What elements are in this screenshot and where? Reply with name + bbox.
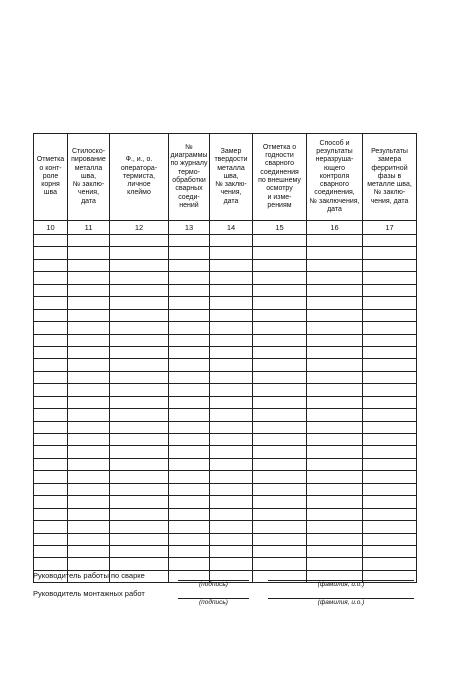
- table-cell[interactable]: [169, 359, 210, 371]
- table-cell[interactable]: [307, 446, 363, 458]
- table-row: [34, 545, 417, 557]
- table-cell[interactable]: [363, 297, 417, 309]
- table-row: [34, 235, 417, 247]
- table-cell[interactable]: [253, 483, 307, 495]
- table-cell[interactable]: [110, 384, 169, 396]
- table-row: [34, 483, 417, 495]
- table-cell[interactable]: [34, 259, 68, 271]
- table-cell[interactable]: [110, 446, 169, 458]
- table-cell[interactable]: [363, 371, 417, 383]
- table-cell[interactable]: [210, 346, 253, 358]
- table-row: [34, 384, 417, 396]
- table-cell[interactable]: [253, 309, 307, 321]
- table-cell[interactable]: [210, 297, 253, 309]
- table-cell[interactable]: [363, 409, 417, 421]
- table-cell[interactable]: [169, 434, 210, 446]
- table-cell[interactable]: [210, 471, 253, 483]
- table-cell[interactable]: [34, 483, 68, 495]
- table-cell[interactable]: [307, 496, 363, 508]
- table-row: [34, 272, 417, 284]
- table-cell[interactable]: [363, 446, 417, 458]
- table-cell[interactable]: [253, 434, 307, 446]
- table-cell[interactable]: [169, 396, 210, 408]
- table-cell[interactable]: [68, 471, 110, 483]
- table-cell[interactable]: [68, 409, 110, 421]
- signature-role-welding: Руководитель работы по сварке: [33, 571, 145, 580]
- table-row: [34, 471, 417, 483]
- table-cell[interactable]: [363, 359, 417, 371]
- table-cell[interactable]: [363, 471, 417, 483]
- table-cell[interactable]: [210, 533, 253, 545]
- table-cell[interactable]: [253, 272, 307, 284]
- table-cell[interactable]: [307, 259, 363, 271]
- table-cell[interactable]: [307, 421, 363, 433]
- table-cell[interactable]: [34, 309, 68, 321]
- table-cell[interactable]: [169, 508, 210, 520]
- signature-role-installation: Руководитель монтажных работ: [33, 589, 145, 598]
- table-cell[interactable]: [253, 371, 307, 383]
- table-cell[interactable]: [34, 297, 68, 309]
- table-cell[interactable]: [68, 322, 110, 334]
- table-cell[interactable]: [34, 409, 68, 421]
- table-cell[interactable]: [363, 309, 417, 321]
- table-cell[interactable]: [307, 371, 363, 383]
- table-cell[interactable]: [110, 322, 169, 334]
- table-cell[interactable]: [363, 508, 417, 520]
- table-cell[interactable]: [363, 334, 417, 346]
- table-cell[interactable]: [34, 235, 68, 247]
- table-cell[interactable]: [34, 446, 68, 458]
- table-cell[interactable]: [110, 521, 169, 533]
- table-row: [34, 297, 417, 309]
- table-cell[interactable]: [169, 521, 210, 533]
- table-cell[interactable]: [68, 334, 110, 346]
- table-cell[interactable]: [210, 259, 253, 271]
- table-cell[interactable]: [307, 346, 363, 358]
- table-cell[interactable]: [68, 421, 110, 433]
- table-cell[interactable]: [34, 247, 68, 259]
- table-cell[interactable]: [34, 334, 68, 346]
- table-cell[interactable]: [210, 409, 253, 421]
- table-cell[interactable]: [68, 545, 110, 557]
- table-cell[interactable]: [363, 558, 417, 570]
- table-row: [34, 558, 417, 570]
- table-cell[interactable]: [253, 235, 307, 247]
- table-cell[interactable]: [210, 421, 253, 433]
- table-cell[interactable]: [169, 284, 210, 296]
- table-cell[interactable]: [210, 284, 253, 296]
- table-cell[interactable]: [210, 558, 253, 570]
- table-cell[interactable]: [169, 446, 210, 458]
- table-cell[interactable]: [68, 483, 110, 495]
- table-cell[interactable]: [34, 346, 68, 358]
- column-number: 17: [363, 221, 417, 235]
- table-cell[interactable]: [253, 471, 307, 483]
- table-cell[interactable]: [210, 434, 253, 446]
- table-cell[interactable]: [253, 545, 307, 557]
- table-cell[interactable]: [169, 496, 210, 508]
- column-header: Стилоско- пирование металла шва, № заклю- чения, дата: [68, 134, 110, 221]
- table-cell[interactable]: [210, 359, 253, 371]
- table-cell[interactable]: [169, 458, 210, 470]
- table-cell[interactable]: [68, 458, 110, 470]
- table-cell[interactable]: [253, 384, 307, 396]
- table-cell[interactable]: [253, 322, 307, 334]
- table-cell[interactable]: [210, 483, 253, 495]
- table-cell[interactable]: [169, 409, 210, 421]
- table-cell[interactable]: [363, 396, 417, 408]
- table-cell[interactable]: [253, 409, 307, 421]
- table-cell[interactable]: [363, 259, 417, 271]
- table-row: [34, 496, 417, 508]
- journal-table: [33, 133, 417, 583]
- table-row: [34, 284, 417, 296]
- table-cell[interactable]: [169, 259, 210, 271]
- table-cell[interactable]: [307, 247, 363, 259]
- table-cell[interactable]: [307, 483, 363, 495]
- table-cell[interactable]: [307, 284, 363, 296]
- table-cell[interactable]: [210, 508, 253, 520]
- table-cell[interactable]: [307, 384, 363, 396]
- table-cell[interactable]: [307, 471, 363, 483]
- table-cell[interactable]: [110, 409, 169, 421]
- table-cell[interactable]: [169, 309, 210, 321]
- table-cell[interactable]: [110, 235, 169, 247]
- table-cell[interactable]: [34, 521, 68, 533]
- column-number: 10: [34, 221, 68, 235]
- table-cell[interactable]: [34, 272, 68, 284]
- table-cell[interactable]: [210, 384, 253, 396]
- table-cell[interactable]: [363, 247, 417, 259]
- table-cell[interactable]: [169, 334, 210, 346]
- table-cell[interactable]: [253, 421, 307, 433]
- table-cell[interactable]: [253, 396, 307, 408]
- table-cell[interactable]: [68, 384, 110, 396]
- table-cell[interactable]: [110, 346, 169, 358]
- table-cell[interactable]: [110, 483, 169, 495]
- table-cell[interactable]: [363, 284, 417, 296]
- name-hint-installation: (фамилия, и.о.): [317, 599, 365, 606]
- table-cell[interactable]: [110, 558, 169, 570]
- table-cell[interactable]: [307, 297, 363, 309]
- table-cell[interactable]: [110, 508, 169, 520]
- table-row: [34, 409, 417, 421]
- table-cell[interactable]: [363, 483, 417, 495]
- sign-hint-welding: (подпись): [199, 581, 228, 588]
- table-cell[interactable]: [68, 297, 110, 309]
- table-cell[interactable]: [68, 371, 110, 383]
- table-cell[interactable]: [34, 434, 68, 446]
- table-cell[interactable]: [34, 545, 68, 557]
- table-cell[interactable]: [363, 434, 417, 446]
- table-cell[interactable]: [68, 496, 110, 508]
- table-row: [34, 309, 417, 321]
- column-number: 16: [307, 221, 363, 235]
- column-header: Отметка о конт- роле корня шва: [34, 134, 68, 221]
- table-cell[interactable]: [68, 235, 110, 247]
- table-cell[interactable]: [34, 496, 68, 508]
- table-cell[interactable]: [307, 545, 363, 557]
- table-cell[interactable]: [307, 458, 363, 470]
- table-cell[interactable]: [307, 322, 363, 334]
- table-cell[interactable]: [110, 396, 169, 408]
- table-cell[interactable]: [110, 309, 169, 321]
- column-header: Замер твердости металла шва, № заклю- чения, дата: [210, 134, 253, 221]
- table-cell[interactable]: [110, 421, 169, 433]
- table-row: [34, 322, 417, 334]
- table-cell[interactable]: [253, 259, 307, 271]
- table-cell[interactable]: [253, 521, 307, 533]
- table-cell[interactable]: [307, 558, 363, 570]
- table-row: [34, 396, 417, 408]
- table-cell[interactable]: [34, 533, 68, 545]
- table-cell[interactable]: [253, 334, 307, 346]
- table-cell[interactable]: [68, 434, 110, 446]
- table-row: [34, 247, 417, 259]
- table-cell[interactable]: [169, 371, 210, 383]
- table-cell[interactable]: [210, 371, 253, 383]
- table-cell[interactable]: [110, 496, 169, 508]
- table-row: [34, 371, 417, 383]
- column-header: Ф., и., о. оператора- термиста, личное клеймо: [110, 134, 169, 221]
- table-cell[interactable]: [307, 508, 363, 520]
- table-row: [34, 346, 417, 358]
- table-cell[interactable]: [363, 384, 417, 396]
- table-cell[interactable]: [68, 359, 110, 371]
- column-header: № диаграммы по журналу термо- обработки сварных соеди- нений: [169, 134, 210, 221]
- table-cell[interactable]: [210, 272, 253, 284]
- table-row: [34, 421, 417, 433]
- table-cell[interactable]: [253, 496, 307, 508]
- table-cell[interactable]: [110, 272, 169, 284]
- column-header: Отметка о годности сварного соединения по внешнему осмотру и изме- рениям: [253, 134, 307, 221]
- table-cell[interactable]: [363, 521, 417, 533]
- table-cell[interactable]: [253, 284, 307, 296]
- table-cell[interactable]: [253, 297, 307, 309]
- column-number: 13: [169, 221, 210, 235]
- table-cell[interactable]: [363, 545, 417, 557]
- table-cell[interactable]: [307, 533, 363, 545]
- table-cell[interactable]: [363, 533, 417, 545]
- table-cell[interactable]: [210, 235, 253, 247]
- table-cell[interactable]: [307, 334, 363, 346]
- table-cell[interactable]: [68, 521, 110, 533]
- table-cell[interactable]: [169, 483, 210, 495]
- table-cell[interactable]: [34, 384, 68, 396]
- table-cell[interactable]: [110, 334, 169, 346]
- column-number-row: [34, 221, 417, 235]
- table-cell[interactable]: [210, 545, 253, 557]
- table-cell[interactable]: [68, 284, 110, 296]
- table-cell[interactable]: [307, 272, 363, 284]
- column-number: 15: [253, 221, 307, 235]
- table-cell[interactable]: [363, 235, 417, 247]
- table-cell[interactable]: [363, 322, 417, 334]
- table-row: [34, 259, 417, 271]
- table-row: [34, 434, 417, 446]
- table-cell[interactable]: [110, 297, 169, 309]
- table-cell[interactable]: [363, 272, 417, 284]
- column-number: 14: [210, 221, 253, 235]
- table-row: [34, 446, 417, 458]
- table-cell[interactable]: [253, 558, 307, 570]
- table-cell[interactable]: [169, 471, 210, 483]
- table-cell[interactable]: [363, 496, 417, 508]
- table-cell[interactable]: [110, 247, 169, 259]
- table-cell[interactable]: [110, 259, 169, 271]
- table-cell[interactable]: [307, 434, 363, 446]
- table-cell[interactable]: [34, 322, 68, 334]
- table-cell[interactable]: [68, 346, 110, 358]
- table-row: [34, 334, 417, 346]
- table-cell[interactable]: [110, 458, 169, 470]
- table-cell[interactable]: [34, 284, 68, 296]
- table-cell[interactable]: [210, 309, 253, 321]
- table-cell[interactable]: [110, 545, 169, 557]
- table-cell[interactable]: [169, 545, 210, 557]
- table-cell[interactable]: [169, 297, 210, 309]
- table-cell[interactable]: [169, 322, 210, 334]
- table-cell[interactable]: [68, 533, 110, 545]
- table-row: [34, 458, 417, 470]
- table-cell[interactable]: [210, 496, 253, 508]
- table-cell[interactable]: [68, 259, 110, 271]
- table-cell[interactable]: [253, 508, 307, 520]
- table-cell[interactable]: [307, 409, 363, 421]
- table-cell[interactable]: [34, 421, 68, 433]
- table-cell[interactable]: [253, 446, 307, 458]
- table-row: [34, 508, 417, 520]
- table-cell[interactable]: [68, 508, 110, 520]
- table-row: [34, 521, 417, 533]
- name-hint-welding: (фамилия, и.о.): [317, 581, 365, 588]
- table-cell[interactable]: [307, 396, 363, 408]
- table-cell[interactable]: [68, 446, 110, 458]
- table-row: [34, 533, 417, 545]
- table-cell[interactable]: [210, 334, 253, 346]
- table-cell[interactable]: [110, 533, 169, 545]
- table-cell[interactable]: [307, 235, 363, 247]
- table-cell[interactable]: [363, 346, 417, 358]
- column-number: 12: [110, 221, 169, 235]
- column-header: Способ и результаты неразруша- ющего контроля сварного соединения, № заключения, дата: [307, 134, 363, 221]
- table-cell[interactable]: [110, 284, 169, 296]
- table-cell[interactable]: [363, 421, 417, 433]
- table-cell[interactable]: [210, 446, 253, 458]
- table-cell[interactable]: [169, 558, 210, 570]
- table-cell[interactable]: [307, 521, 363, 533]
- table-cell[interactable]: [253, 359, 307, 371]
- table-cell[interactable]: [253, 458, 307, 470]
- table-cell[interactable]: [34, 471, 68, 483]
- table-cell[interactable]: [169, 235, 210, 247]
- table-body: [34, 221, 417, 583]
- table-cell[interactable]: [253, 247, 307, 259]
- table-cell[interactable]: [34, 458, 68, 470]
- column-number: 11: [68, 221, 110, 235]
- table-cell[interactable]: [110, 371, 169, 383]
- table-cell[interactable]: [68, 272, 110, 284]
- table-cell[interactable]: [210, 458, 253, 470]
- table-cell[interactable]: [68, 558, 110, 570]
- table-cell[interactable]: [34, 371, 68, 383]
- table-cell[interactable]: [307, 359, 363, 371]
- sign-hint-installation: (подпись): [199, 599, 228, 606]
- table-cell[interactable]: [169, 247, 210, 259]
- table-cell[interactable]: [363, 458, 417, 470]
- table-cell[interactable]: [110, 359, 169, 371]
- table-cell[interactable]: [210, 247, 253, 259]
- table-cell[interactable]: [253, 346, 307, 358]
- table-cell[interactable]: [34, 359, 68, 371]
- table-cell[interactable]: [110, 471, 169, 483]
- table-cell[interactable]: [34, 558, 68, 570]
- table-row: [34, 359, 417, 371]
- table-cell[interactable]: [68, 309, 110, 321]
- header-row: [34, 134, 417, 221]
- table-cell[interactable]: [34, 396, 68, 408]
- table-cell[interactable]: [169, 272, 210, 284]
- table-cell[interactable]: [68, 396, 110, 408]
- column-header: Результаты замера ферритной фазы в металле шва, № заклю- чения, дата: [363, 134, 417, 221]
- table-cell[interactable]: [169, 384, 210, 396]
- table-cell[interactable]: [210, 396, 253, 408]
- table-cell[interactable]: [68, 247, 110, 259]
- table-cell[interactable]: [210, 322, 253, 334]
- table-cell[interactable]: [253, 533, 307, 545]
- table-cell[interactable]: [210, 521, 253, 533]
- table-cell[interactable]: [110, 434, 169, 446]
- table-cell[interactable]: [169, 533, 210, 545]
- table-cell[interactable]: [34, 508, 68, 520]
- table-cell[interactable]: [169, 346, 210, 358]
- table-cell[interactable]: [169, 421, 210, 433]
- table-cell[interactable]: [307, 309, 363, 321]
